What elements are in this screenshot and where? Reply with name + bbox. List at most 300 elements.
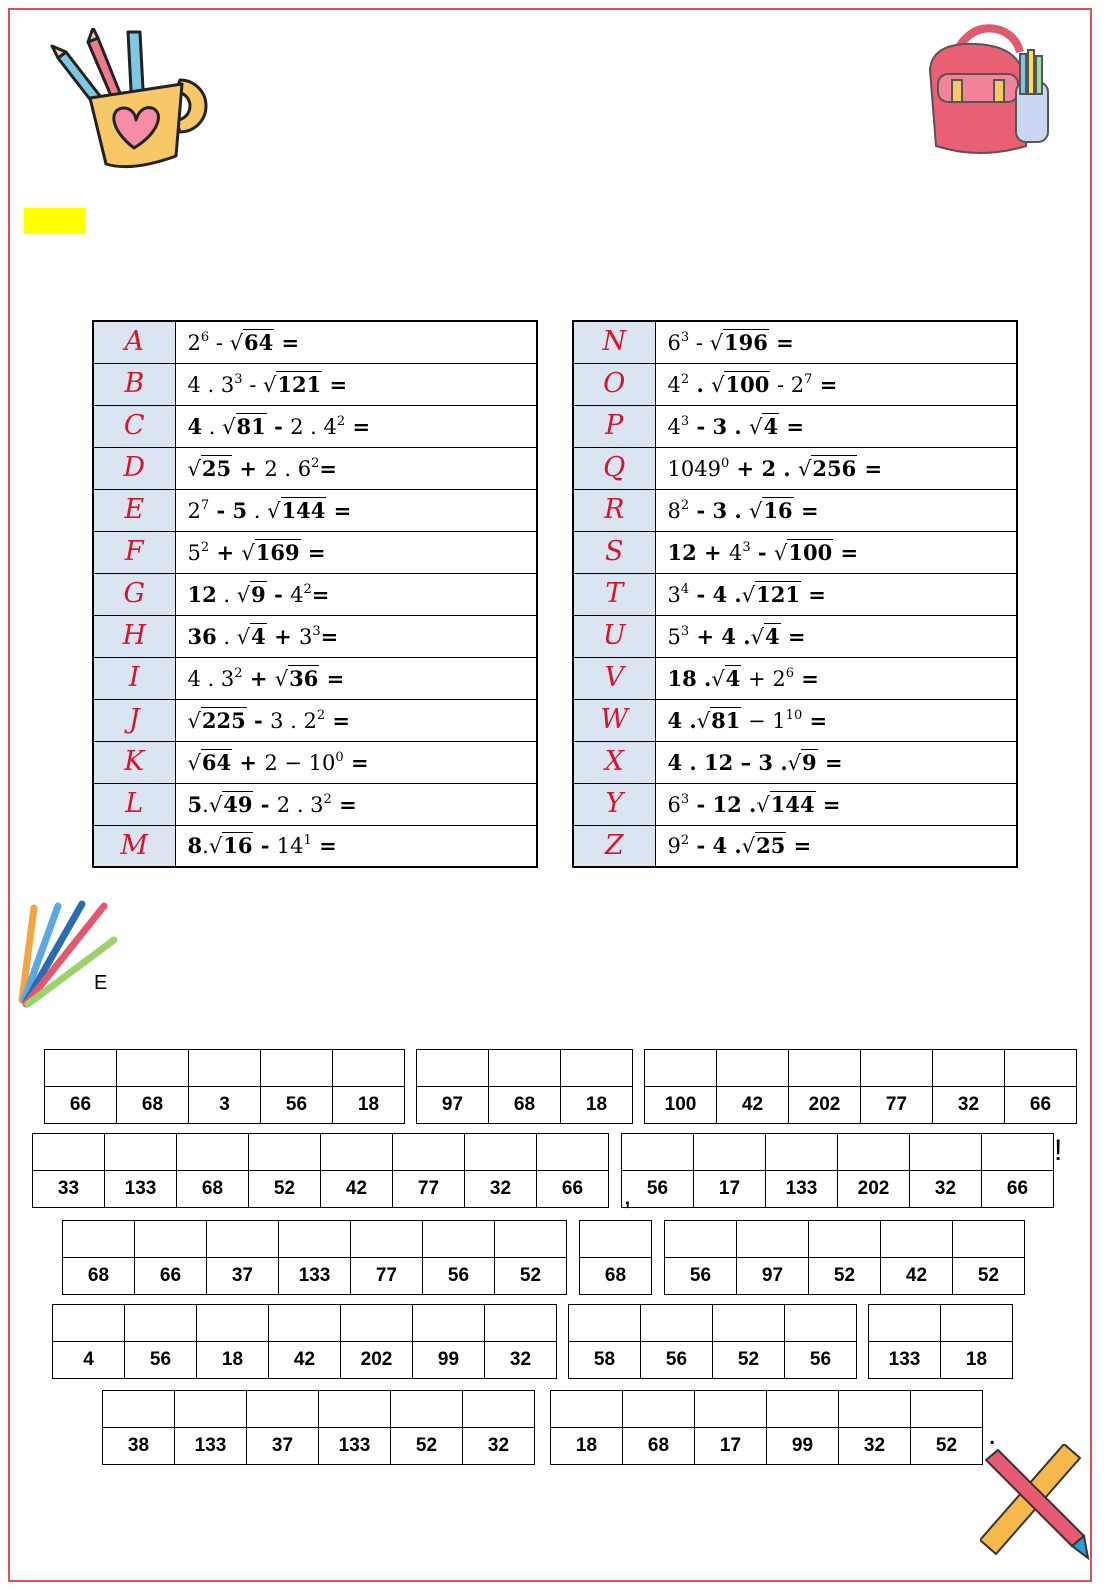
highlight-marker — [24, 208, 86, 234]
expression-text: = — [793, 497, 819, 523]
letter-blank[interactable] — [261, 1050, 333, 1087]
number-cell: 42 — [321, 1171, 393, 1208]
code-row — [93, 699, 537, 741]
number-cell: 97 — [417, 1087, 489, 1124]
letter-blank[interactable] — [881, 1221, 953, 1258]
expression-text: 36 — [187, 623, 217, 649]
expression-text: - — [266, 413, 291, 439]
number-cell: 32 — [463, 1428, 535, 1465]
apostrophe-mark: ’ — [624, 1196, 631, 1229]
radical-sign: √ — [208, 834, 223, 859]
letter-blank[interactable] — [537, 1134, 609, 1171]
expression-text: - — [242, 372, 263, 397]
exponent: 2 — [680, 371, 690, 387]
exponent: 3 — [680, 623, 690, 639]
radical-sign: √ — [711, 666, 725, 691]
letter-blank[interactable] — [838, 1134, 910, 1171]
code-letter: T — [573, 573, 655, 615]
number-cell: 37 — [207, 1258, 279, 1295]
code-row — [573, 615, 1017, 657]
letter-blank[interactable] — [117, 1050, 189, 1087]
square-root — [188, 751, 233, 775]
letter-blank[interactable] — [63, 1221, 135, 1258]
expression-text: - 4 . — [689, 833, 742, 859]
expression-text: 4 . 3 — [187, 372, 235, 397]
expression-text: 6 — [667, 330, 681, 355]
number-cell: 52 — [953, 1258, 1025, 1295]
expression-text: . — [216, 624, 237, 649]
expression-text: 2 — [187, 498, 201, 523]
expression-text: + — [232, 455, 265, 481]
letter-blank[interactable] — [341, 1305, 413, 1342]
radicand: 4 — [251, 623, 266, 649]
square-root — [209, 793, 254, 817]
radicand: 9 — [251, 581, 266, 607]
expression-text: 1049 — [667, 456, 721, 481]
expression-text: 2 . 3 — [276, 792, 324, 817]
letter-blank[interactable] — [269, 1305, 341, 1342]
letter-blank[interactable] — [551, 1391, 623, 1428]
code-expression — [175, 615, 537, 657]
expression-text: 6 — [667, 792, 681, 817]
letter-blank[interactable] — [695, 1391, 767, 1428]
radicand: 121 — [277, 371, 322, 397]
radical-sign: √ — [709, 330, 723, 355]
expression-text: - 2 — [770, 372, 805, 397]
square-root — [267, 499, 326, 523]
letter-blank[interactable] — [465, 1134, 537, 1171]
number-cell: 52 — [391, 1428, 463, 1465]
radical-sign: √ — [787, 750, 802, 775]
expression-text: 8 — [187, 833, 203, 859]
letter-blank[interactable] — [569, 1305, 641, 1342]
letter-blank[interactable] — [197, 1305, 269, 1342]
letter-blank[interactable] — [694, 1134, 766, 1171]
code-letter: M — [93, 825, 175, 867]
letter-blank[interactable] — [622, 1134, 694, 1171]
code-letter: P — [573, 405, 655, 447]
number-cell: 38 — [103, 1428, 175, 1465]
exponent: 4 — [680, 581, 690, 597]
number-cell: 133 — [319, 1428, 391, 1465]
letter-blank[interactable] — [580, 1221, 652, 1258]
expression-text: = — [345, 413, 371, 439]
number-cell: 68 — [623, 1428, 695, 1465]
number-cell: 52 — [911, 1428, 983, 1465]
code-letter: L — [93, 783, 175, 825]
expression-text: + 2 — [741, 666, 786, 691]
radicand: 16 — [223, 833, 253, 859]
radical-sign: √ — [208, 792, 223, 817]
radical-sign: √ — [274, 666, 289, 691]
exponent: 6 — [200, 329, 210, 345]
letter-blank[interactable] — [485, 1305, 557, 1342]
exclamation-mark: ! — [1054, 1134, 1063, 1167]
code-letter: D — [93, 447, 175, 489]
expression-text: 4 . — [667, 707, 697, 733]
code-expression — [655, 405, 1017, 447]
exponent: 0 — [720, 455, 730, 471]
code-row — [93, 741, 537, 783]
radical-sign: √ — [236, 624, 251, 649]
code-row — [573, 447, 1017, 489]
letter-blank[interactable] — [417, 1050, 489, 1087]
code-expression — [175, 363, 537, 405]
expression-text: 4 . 3 — [187, 666, 235, 691]
letter-blank[interactable] — [717, 1050, 789, 1087]
code-expression — [655, 657, 1017, 699]
number-cell: 52 — [249, 1171, 321, 1208]
expression-text: 4 — [667, 372, 681, 397]
letter-blank[interactable] — [789, 1050, 861, 1087]
number-cell: 32 — [485, 1342, 557, 1379]
radical-sign: √ — [750, 624, 764, 649]
exponent: 1 — [303, 833, 312, 849]
number-cell: 99 — [413, 1342, 485, 1379]
radicand: 196 — [724, 329, 768, 355]
expression-text: . — [216, 582, 237, 607]
letter-blank[interactable] — [839, 1391, 911, 1428]
radical-sign: √ — [229, 330, 243, 355]
letter-blank[interactable] — [189, 1050, 261, 1087]
exponent: 2 — [316, 707, 326, 723]
expression-text: + 4 . — [689, 623, 751, 649]
code-expression — [655, 825, 1017, 867]
letter-blank[interactable] — [910, 1134, 982, 1171]
letter-blank[interactable] — [423, 1221, 495, 1258]
letter-blank[interactable] — [391, 1391, 463, 1428]
expression-text: = — [780, 623, 806, 649]
number-cell: 97 — [737, 1258, 809, 1295]
exponent: 2 — [200, 539, 210, 555]
code-row — [93, 363, 537, 405]
code-expression — [655, 573, 1017, 615]
expression-text: = — [326, 497, 352, 523]
radicand: 36 — [289, 665, 319, 691]
letter-blank[interactable] — [713, 1305, 785, 1342]
letter-blank[interactable] — [665, 1221, 737, 1258]
radical-sign: √ — [262, 372, 277, 397]
exponent: 2 — [323, 791, 332, 807]
letter-blank[interactable] — [45, 1050, 117, 1087]
letter-blank[interactable] — [495, 1221, 567, 1258]
radicand: 121 — [756, 581, 800, 607]
number-cell: 77 — [351, 1258, 423, 1295]
code-letter: Q — [573, 447, 655, 489]
exponent: 2 — [336, 413, 346, 429]
letter-blank[interactable] — [941, 1305, 1013, 1342]
number-cell: 42 — [269, 1342, 341, 1379]
square-root — [798, 457, 857, 481]
number-cell: 68 — [63, 1258, 135, 1295]
expression-text: = — [274, 329, 300, 355]
letter-blank[interactable] — [785, 1305, 857, 1342]
letter-blank[interactable] — [869, 1305, 941, 1342]
expression-text: + — [209, 539, 242, 565]
expression-text: - 12 . — [689, 791, 757, 817]
radicand: 225 — [201, 707, 246, 733]
expression-text: = — [319, 455, 337, 481]
example-label: E — [94, 972, 108, 994]
code-row — [93, 489, 537, 531]
code-row — [93, 783, 537, 825]
code-expression — [175, 825, 537, 867]
code-letter: Y — [573, 783, 655, 825]
number-cell: 52 — [809, 1258, 881, 1295]
letter-blank[interactable] — [351, 1221, 423, 1258]
expression-text: 2 — [187, 330, 201, 355]
code-row — [93, 321, 537, 363]
code-expression — [175, 405, 537, 447]
exponent: 2 — [680, 833, 690, 849]
letter-blank[interactable] — [623, 1391, 695, 1428]
letter-blank[interactable] — [125, 1305, 197, 1342]
letter-blank[interactable] — [103, 1391, 175, 1428]
number-cell: 56 — [785, 1342, 857, 1379]
code-row — [573, 573, 1017, 615]
letter-blank[interactable] — [249, 1134, 321, 1171]
letter-blank[interactable] — [319, 1391, 391, 1428]
code-letter: C — [93, 405, 175, 447]
number-cell: 33 — [33, 1171, 105, 1208]
number-cell: 18 — [333, 1087, 405, 1124]
letter-blank[interactable] — [321, 1134, 393, 1171]
expression-text: 4 — [187, 413, 203, 439]
code-letter: B — [93, 363, 175, 405]
radicand: 16 — [763, 497, 793, 523]
radical-sign: √ — [241, 540, 255, 565]
code-letter: A — [93, 321, 175, 363]
number-cell: 32 — [933, 1087, 1005, 1124]
period-mark: . — [988, 1418, 997, 1451]
expression-text: 4 — [667, 414, 681, 439]
letter-blank[interactable] — [333, 1050, 405, 1087]
radicand: 64 — [201, 749, 232, 775]
number-cell: 68 — [117, 1087, 189, 1124]
exponent: 7 — [200, 497, 210, 513]
answer-word — [550, 1390, 983, 1465]
exponent: 2 — [680, 497, 690, 513]
answer-word — [62, 1220, 567, 1295]
letter-blank[interactable] — [911, 1391, 983, 1428]
letter-blank[interactable] — [809, 1221, 881, 1258]
number-cell: 32 — [910, 1171, 982, 1208]
letter-blank[interactable] — [489, 1050, 561, 1087]
number-cell: 66 — [135, 1258, 207, 1295]
number-cell: 99 — [767, 1428, 839, 1465]
radicand: 81 — [236, 413, 266, 439]
letter-blank[interactable] — [33, 1134, 105, 1171]
expression-text: . — [689, 371, 712, 397]
code-expression — [655, 447, 1017, 489]
pencil-cup-icon — [48, 28, 208, 176]
expression-text: + — [266, 623, 299, 649]
expression-text: - — [253, 833, 277, 859]
code-letter: Z — [573, 825, 655, 867]
expression-text: 4 — [290, 582, 304, 607]
code-row — [573, 363, 1017, 405]
code-letter: I — [93, 657, 175, 699]
expression-text: = — [311, 833, 337, 859]
radicand: 49 — [223, 791, 253, 817]
code-letter: N — [573, 321, 655, 363]
number-cell: 18 — [941, 1342, 1013, 1379]
letter-blank[interactable] — [105, 1134, 177, 1171]
square-root — [711, 373, 770, 397]
letter-blank[interactable] — [393, 1134, 465, 1171]
answer-word — [868, 1304, 1013, 1379]
expression-text: = — [793, 665, 819, 691]
number-cell: 32 — [839, 1428, 911, 1465]
answer-word — [32, 1133, 609, 1208]
number-cell: 56 — [622, 1171, 694, 1208]
square-root — [230, 331, 275, 355]
exponent: 3 — [680, 413, 690, 429]
radicand: 144 — [281, 497, 326, 523]
expression-text: 18 . — [667, 665, 712, 691]
letter-blank[interactable] — [177, 1134, 249, 1171]
square-root — [749, 415, 779, 439]
radical-sign: √ — [696, 708, 711, 733]
number-cell: 18 — [561, 1087, 633, 1124]
answer-word — [579, 1220, 652, 1295]
letter-blank[interactable] — [279, 1221, 351, 1258]
answer-word — [416, 1049, 633, 1124]
number-cell: 52 — [713, 1342, 785, 1379]
expression-text: - 3 . — [689, 497, 750, 523]
expression-text: + 2 . — [729, 455, 798, 481]
number-cell: 56 — [641, 1342, 713, 1379]
code-row — [93, 825, 537, 867]
code-expression — [175, 321, 537, 363]
exponent: 3 — [312, 623, 321, 639]
radicand: 100 — [788, 539, 833, 565]
radical-sign: √ — [187, 750, 201, 775]
radical-sign: √ — [749, 414, 763, 439]
expression-text: 4 — [728, 540, 743, 565]
letter-blank[interactable] — [463, 1391, 535, 1428]
code-letter: H — [93, 615, 175, 657]
number-cell: 133 — [766, 1171, 838, 1208]
letter-blank[interactable] — [207, 1221, 279, 1258]
code-letter: U — [573, 615, 655, 657]
exponent: 2 — [311, 455, 320, 471]
expression-text: = — [833, 539, 859, 565]
letter-blank[interactable] — [737, 1221, 809, 1258]
letter-blank[interactable] — [953, 1221, 1025, 1258]
code-letter: J — [93, 699, 175, 741]
letter-blank[interactable] — [933, 1050, 1005, 1087]
radicand: 4 — [763, 413, 779, 439]
number-cell: 100 — [645, 1087, 717, 1124]
expression-text: - — [253, 791, 277, 817]
letter-blank[interactable] — [135, 1221, 207, 1258]
square-root — [742, 834, 787, 858]
letter-blank[interactable] — [861, 1050, 933, 1087]
letter-blank[interactable] — [561, 1050, 633, 1087]
expression-text: 2 . 4 — [290, 414, 337, 439]
letter-blank[interactable] — [413, 1305, 485, 1342]
square-root — [774, 541, 833, 565]
letter-blank[interactable] — [175, 1391, 247, 1428]
radical-sign: √ — [756, 792, 770, 817]
exponent: 3 — [680, 791, 690, 807]
number-cell: 42 — [881, 1258, 953, 1295]
letter-blank[interactable] — [645, 1050, 717, 1087]
number-cell: 4 — [53, 1342, 125, 1379]
expression-text: 2 − 10 — [264, 750, 336, 775]
radical-sign: √ — [773, 540, 788, 565]
exponent: 7 — [804, 371, 813, 387]
code-expression — [655, 321, 1017, 363]
radical-sign: √ — [711, 372, 725, 397]
exponent: 0 — [335, 749, 344, 765]
square-root — [222, 415, 267, 439]
code-table-right — [572, 320, 1018, 868]
letter-blank[interactable] — [53, 1305, 125, 1342]
expression-text: - — [689, 330, 710, 355]
letter-blank[interactable] — [641, 1305, 713, 1342]
expression-text: = — [802, 707, 828, 733]
radicand: 256 — [812, 455, 857, 481]
square-root — [188, 457, 233, 481]
square-root — [241, 541, 300, 565]
letter-blank[interactable] — [247, 1391, 319, 1428]
number-cell: 68 — [177, 1171, 249, 1208]
code-expression — [175, 699, 537, 741]
radicand: 25 — [201, 455, 232, 481]
code-row — [573, 699, 1017, 741]
code-row — [573, 825, 1017, 867]
expression-text: . — [202, 834, 209, 859]
code-expression — [175, 531, 537, 573]
letter-blank[interactable] — [982, 1134, 1054, 1171]
code-letter: E — [93, 489, 175, 531]
code-row — [573, 783, 1017, 825]
code-row — [93, 615, 537, 657]
number-cell: 3 — [189, 1087, 261, 1124]
square-root — [188, 709, 247, 733]
code-expression — [175, 447, 537, 489]
code-table-left — [92, 320, 538, 868]
radical-sign: √ — [749, 498, 763, 523]
code-expression — [655, 783, 1017, 825]
number-cell: 42 — [717, 1087, 789, 1124]
expression-text: 2 . 6 — [264, 456, 312, 481]
number-cell: 68 — [580, 1258, 652, 1295]
square-root — [263, 373, 322, 397]
radicand: 100 — [725, 371, 770, 397]
number-cell: 52 — [495, 1258, 567, 1295]
radical-sign: √ — [741, 834, 756, 859]
letter-blank[interactable] — [767, 1391, 839, 1428]
expression-text: - — [750, 539, 774, 565]
number-cell: 56 — [261, 1087, 333, 1124]
exponent: 2 — [303, 581, 312, 597]
letter-blank[interactable] — [1005, 1050, 1077, 1087]
number-cell: 202 — [341, 1342, 413, 1379]
radical-sign: √ — [236, 582, 251, 607]
radical-sign: √ — [267, 498, 281, 523]
radicand: 81 — [711, 707, 741, 733]
expression-text: − 1 — [741, 708, 786, 733]
exponent: 10 — [785, 707, 803, 723]
square-root — [756, 793, 815, 817]
letter-blank[interactable] — [766, 1134, 838, 1171]
code-expression — [175, 657, 537, 699]
square-root — [711, 667, 741, 691]
code-row — [573, 489, 1017, 531]
